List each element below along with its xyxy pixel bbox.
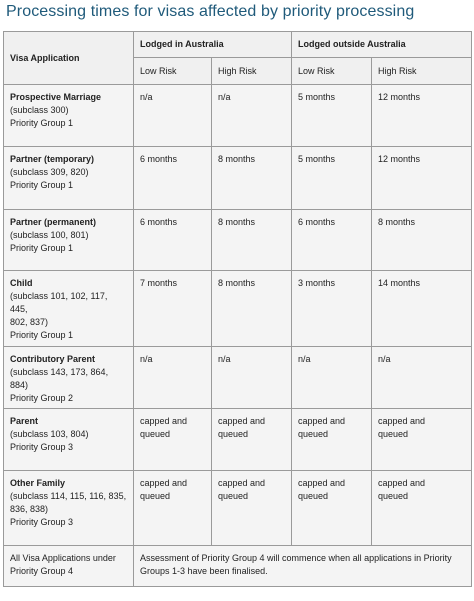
visa-cell: [4, 409, 134, 471]
in-low-risk-cell: 6 months: [134, 147, 212, 210]
table-row: [4, 471, 472, 546]
cell-line: capped and: [218, 416, 266, 426]
visa-name: Child: [10, 278, 33, 288]
subheader-in-high-risk: High Risk: [212, 58, 292, 85]
in-low-risk-cell: 7 months: [134, 271, 212, 347]
header-lodged-outside-australia: Lodged outside Australia: [292, 32, 472, 58]
out-high-risk-cell: 8 months: [372, 210, 472, 271]
in-high-risk-cell: n/a: [212, 347, 292, 409]
out-high-risk-cell: 12 months: [372, 147, 472, 210]
header-visa-application: Visa Application: [4, 32, 134, 85]
cell-line: queued: [140, 491, 171, 501]
visa-name: Partner (temporary): [10, 154, 95, 164]
visa-cell: [4, 210, 134, 271]
cell-line: queued: [298, 491, 329, 501]
out-high-risk-cell: [372, 409, 472, 471]
out-low-risk-cell: 5 months: [292, 85, 372, 147]
visa-name: Contributory Parent: [10, 354, 96, 364]
note-line: Groups 1-3 have been finalised.: [140, 566, 268, 576]
visa-cell: [4, 347, 134, 409]
priority-group: Priority Group 1: [10, 180, 74, 190]
in-high-risk-cell: 8 months: [212, 210, 292, 271]
visa-cell: [4, 546, 134, 587]
cell-line: queued: [218, 429, 249, 439]
visa-subclass: (subclass 103, 804): [10, 429, 89, 439]
priority-group: Priority Group 4: [10, 566, 74, 576]
visa-name: Partner (permanent): [10, 217, 97, 227]
visa-subclass-continued: 802, 837): [10, 317, 49, 327]
visa-name: All Visa Applications under: [10, 553, 116, 563]
out-high-risk-cell: [372, 471, 472, 546]
table-row: [4, 347, 472, 409]
table-row: [4, 210, 472, 271]
visa-subclass: (subclass 100, 801): [10, 230, 89, 240]
in-high-risk-cell: n/a: [212, 85, 292, 147]
visa-cell: [4, 471, 134, 546]
cell-line: queued: [298, 429, 329, 439]
visa-name: Parent: [10, 416, 39, 426]
visa-subclass: (subclass 101, 102, 117, 445,: [10, 291, 108, 314]
subheader-in-low-risk: Low Risk: [134, 58, 212, 85]
in-high-risk-cell: 8 months: [212, 271, 292, 347]
cell-line: queued: [378, 491, 409, 501]
visa-processing-table: [3, 31, 472, 587]
table-row: [4, 409, 472, 471]
in-high-risk-cell: [212, 409, 292, 471]
visa-cell: [4, 147, 134, 210]
priority-group: Priority Group 3: [10, 442, 74, 452]
table-row: [4, 271, 472, 347]
header-lodged-in-australia: Lodged in Australia: [134, 32, 292, 58]
cell-line: queued: [378, 429, 409, 439]
out-low-risk-cell: 3 months: [292, 271, 372, 347]
priority-group: Priority Group 1: [10, 330, 74, 340]
out-low-risk-cell: n/a: [292, 347, 372, 409]
cell-line: capped and: [140, 416, 188, 426]
out-high-risk-cell: n/a: [372, 347, 472, 409]
cell-line: capped and: [140, 478, 188, 488]
cell-line: queued: [218, 491, 249, 501]
priority-group-4-note: [134, 546, 472, 587]
in-low-risk-cell: n/a: [134, 347, 212, 409]
visa-subclass: (subclass 114, 115, 116, 835,: [10, 491, 127, 501]
cell-line: capped and: [378, 416, 426, 426]
subheader-out-low-risk: Low Risk: [292, 58, 372, 85]
cell-line: capped and: [378, 478, 426, 488]
cell-line: queued: [140, 429, 171, 439]
visa-subclass: (subclass 300): [10, 105, 69, 115]
note-line: Assessment of Priority Group 4 will commence when all applications in Priority: [140, 553, 452, 563]
table-row: [4, 147, 472, 210]
priority-group: Priority Group 3: [10, 517, 74, 527]
table-row: [4, 546, 472, 587]
out-low-risk-cell: [292, 471, 372, 546]
cell-line: capped and: [298, 416, 346, 426]
visa-name: Other Family: [10, 478, 66, 488]
visa-subclass: (subclass 309, 820): [10, 167, 89, 177]
in-low-risk-cell: 6 months: [134, 210, 212, 271]
in-low-risk-cell: [134, 471, 212, 546]
cell-line: capped and: [298, 478, 346, 488]
out-low-risk-cell: [292, 409, 372, 471]
in-high-risk-cell: [212, 471, 292, 546]
visa-subclass: (subclass 143, 173, 864, 884): [10, 367, 109, 390]
priority-group: Priority Group 1: [10, 243, 74, 253]
out-low-risk-cell: 6 months: [292, 210, 372, 271]
visa-name: Prospective Marriage: [10, 92, 102, 102]
in-low-risk-cell: n/a: [134, 85, 212, 147]
out-low-risk-cell: 5 months: [292, 147, 372, 210]
priority-group: Priority Group 2: [10, 393, 74, 403]
table-row: [4, 85, 472, 147]
out-high-risk-cell: 12 months: [372, 85, 472, 147]
visa-cell: [4, 271, 134, 347]
subheader-out-high-risk: High Risk: [372, 58, 472, 85]
header-row: [4, 32, 472, 58]
visa-subclass-continued: 836, 838): [10, 504, 49, 514]
in-low-risk-cell: [134, 409, 212, 471]
out-high-risk-cell: 14 months: [372, 271, 472, 347]
cell-line: capped and: [218, 478, 266, 488]
in-high-risk-cell: 8 months: [212, 147, 292, 210]
priority-group: Priority Group 1: [10, 118, 74, 128]
page-title: Processing times for visas affected by priority processing: [6, 3, 415, 20]
visa-cell: [4, 85, 134, 147]
